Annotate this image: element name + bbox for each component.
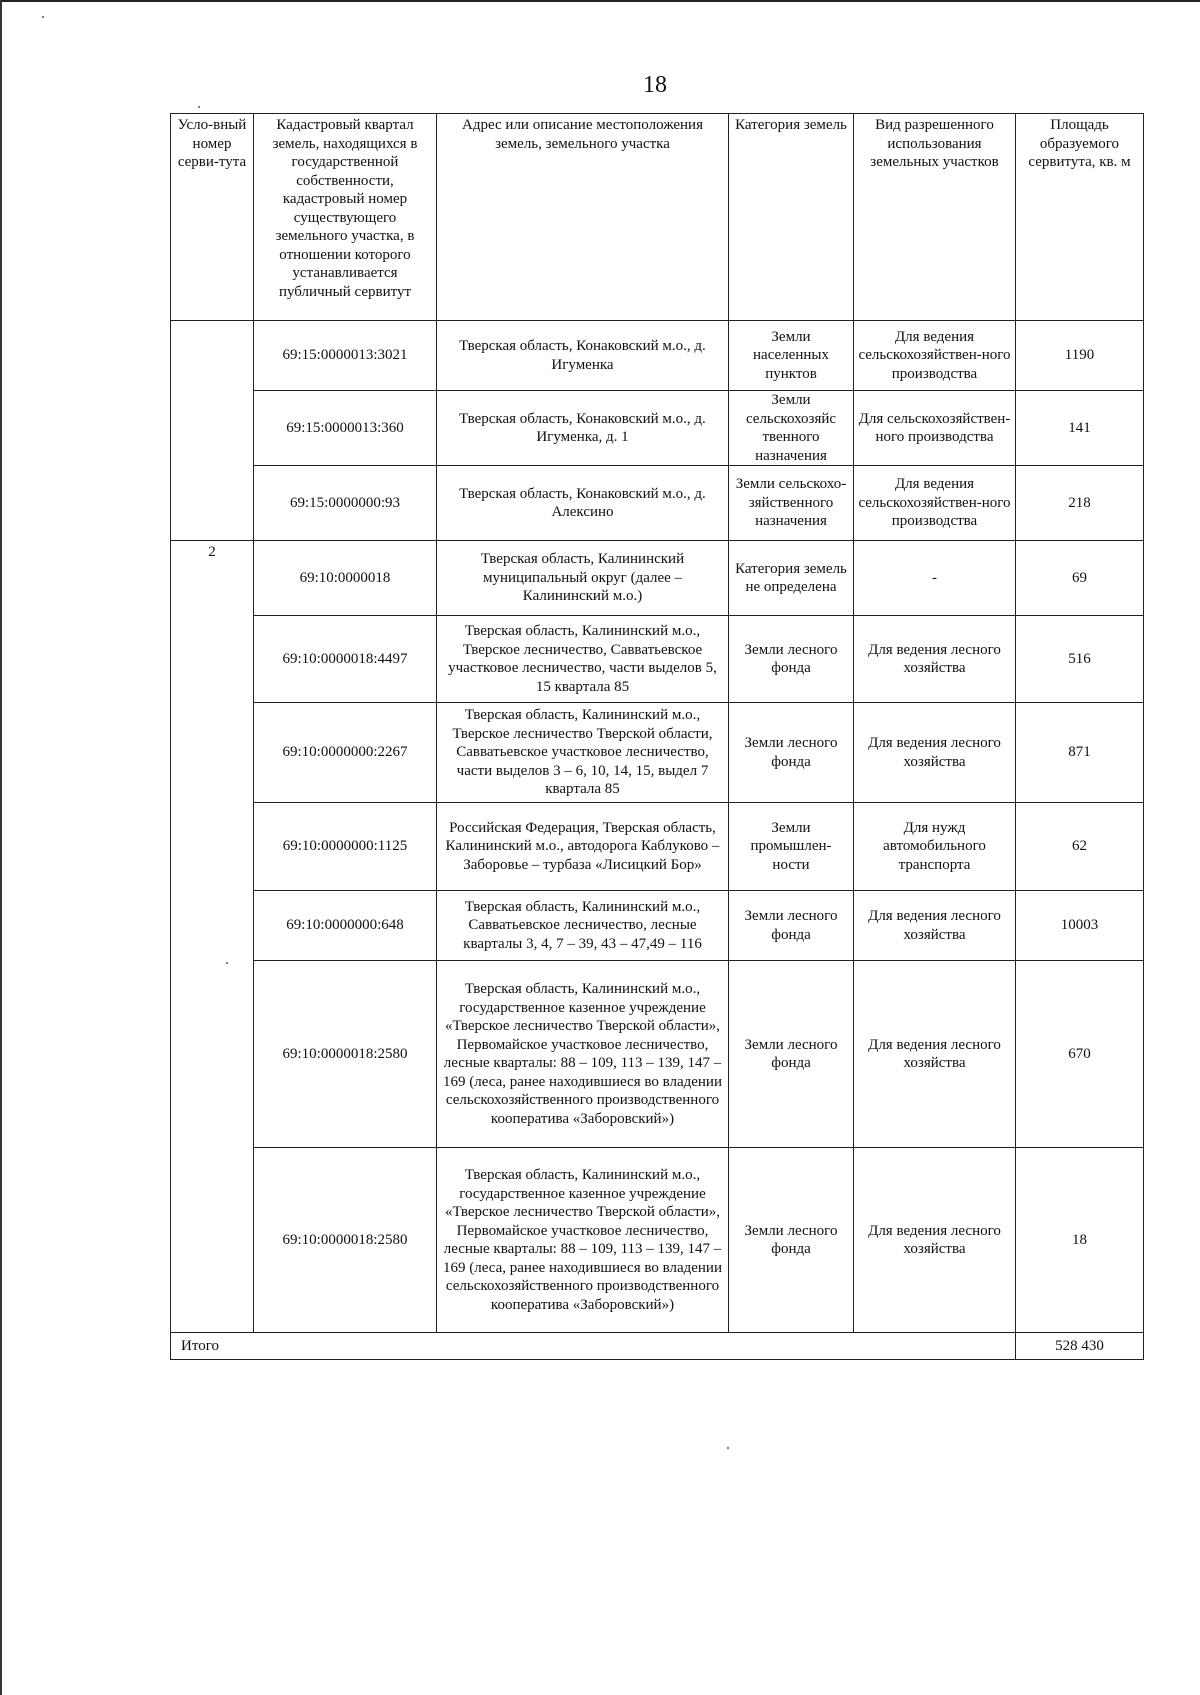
row-category: Земли промышлен-ности xyxy=(729,803,854,891)
scan-edge-left xyxy=(0,0,2,1695)
row-category: Земли сельскохо-зяйственного назначения xyxy=(729,466,854,541)
row-number xyxy=(171,1148,254,1333)
table-row xyxy=(171,616,1144,703)
row-category: Земли лесного фонда xyxy=(729,703,854,803)
table-header-row xyxy=(171,114,1144,321)
row-address: Тверская область, Калининский м.о., Тверское лесничество, Савватьевское участковое лесничество, части выделов 5, 15 квартала 85 xyxy=(437,616,729,703)
row-cadastral: 69:10:0000000:648 xyxy=(254,891,437,961)
row-use: Для ведения лесного хозяйства xyxy=(854,1148,1016,1333)
row-area: 516 xyxy=(1016,616,1144,703)
table-row xyxy=(171,1148,1144,1333)
total-row xyxy=(171,1333,1144,1360)
row-cadastral: 69:10:0000018:2580 xyxy=(254,1148,437,1333)
row-use: - xyxy=(854,541,1016,616)
row-area: 18 xyxy=(1016,1148,1144,1333)
header-address: Адрес или описание местоположения земель, земельного участка xyxy=(437,114,729,321)
scan-speck xyxy=(727,1447,729,1449)
row-area: 670 xyxy=(1016,961,1144,1148)
row-category: Земли лесного фонда xyxy=(729,616,854,703)
header-servitude-number: Усло-вный номер серви-тута xyxy=(171,114,254,321)
row-category: Земли лесного фонда xyxy=(729,891,854,961)
row-area: 10003 xyxy=(1016,891,1144,961)
scan-speck xyxy=(226,962,228,964)
row-address: Российская Федерация, Тверская область, Калининский м.о., автодорога Каблуково – Заборовье – турбаза «Лисицкий Бор» xyxy=(437,803,729,891)
row-area: 69 xyxy=(1016,541,1144,616)
row-address: Тверская область, Калининский м.о., Тверское лесничество Тверской области, Савватьевское участковое лесничество, части выделов 3 – 6, 10, 14, 15, выдел 7 квартала 85 xyxy=(437,703,729,803)
row-category: Земли населенных пунктов xyxy=(729,321,854,391)
row-cadastral: 69:10:0000018 xyxy=(254,541,437,616)
row-number: 2 xyxy=(171,541,254,616)
table-row xyxy=(171,466,1144,541)
row-cadastral: 69:10:0000018:2580 xyxy=(254,961,437,1148)
row-address: Тверская область, Конаковский м.о., д. Алексино xyxy=(437,466,729,541)
row-number xyxy=(171,891,254,961)
table-row xyxy=(171,541,1144,616)
row-category: Категория земель не определена xyxy=(729,541,854,616)
row-number xyxy=(171,803,254,891)
header-permitted-use: Вид разрешенного использования земельных участков xyxy=(854,114,1016,321)
row-use: Для ведения лесного хозяйства xyxy=(854,616,1016,703)
row-cadastral: 69:15:0000000:93 xyxy=(254,466,437,541)
row-number xyxy=(171,391,254,466)
row-area: 141 xyxy=(1016,391,1144,466)
table-row xyxy=(171,961,1144,1148)
row-address: Тверская область, Калининский м.о., государственное казенное учреждение «Тверское лесничество Тверской области», Первомайское участковое лесничество, лесные кварталы: 88 – 109, 113 – 139, 147 – 169 (леса, ранее находившиеся во владении сельскохозяйственного производственного кооператива «Заборовский») xyxy=(437,961,729,1148)
row-use: Для ведения сельскохозяйствен-ного производства xyxy=(854,466,1016,541)
row-area: 871 xyxy=(1016,703,1144,803)
row-area: 62 xyxy=(1016,803,1144,891)
row-address: Тверская область, Калининский м.о., Савватьевское лесничество, лесные кварталы 3, 4, 7 – 39, 43 – 47,49 – 116 xyxy=(437,891,729,961)
scan-speck xyxy=(42,16,44,18)
row-address: Тверская область, Калининский м.о., государственное казенное учреждение «Тверское лесничество Тверской области», Первомайское участковое лесничество, лесные кварталы: 88 – 109, 113 – 139, 147 – 169 (леса, ранее находившиеся во владении сельскохозяйственного производственного кооператива «Заборовский») xyxy=(437,1148,729,1333)
row-number xyxy=(171,703,254,803)
header-category: Категория земель xyxy=(729,114,854,321)
row-use: Для ведения лесного хозяйства xyxy=(854,891,1016,961)
row-address: Тверская область, Калининский муниципальный округ (далее – Калининский м.о.) xyxy=(437,541,729,616)
header-area: Площадь образуемого сервитута, кв. м xyxy=(1016,114,1144,321)
row-cadastral: 69:10:0000000:1125 xyxy=(254,803,437,891)
row-address: Тверская область, Конаковский м.о., д. Игуменка, д. 1 xyxy=(437,391,729,466)
row-cadastral: 69:15:0000013:360 xyxy=(254,391,437,466)
row-number xyxy=(171,321,254,391)
row-area: 218 xyxy=(1016,466,1144,541)
row-use: Для нужд автомобильного транспорта xyxy=(854,803,1016,891)
table-row xyxy=(171,321,1144,391)
page-number: 18 xyxy=(643,72,667,98)
scan-edge-top xyxy=(0,0,1200,2)
header-cadastral: Кадастровый квартал земель, находящихся в государственной собственности, кадастровый номер существующего земельного участка, в отношении которого устанавливается публичный сервитут xyxy=(254,114,437,321)
row-category: Земли лесного фонда xyxy=(729,961,854,1148)
scan-speck xyxy=(198,106,200,108)
total-value: 528 430 xyxy=(1016,1333,1144,1360)
row-number xyxy=(171,466,254,541)
row-number xyxy=(171,961,254,1148)
row-category: Земли лесного фонда xyxy=(729,1148,854,1333)
row-use: Для сельскохозяйствен-ного производства xyxy=(854,391,1016,466)
row-cadastral: 69:10:0000018:4497 xyxy=(254,616,437,703)
row-use: Для ведения лесного хозяйства xyxy=(854,961,1016,1148)
row-number xyxy=(171,616,254,703)
total-label: Итого xyxy=(171,1333,1016,1360)
row-cadastral: 69:10:0000000:2267 xyxy=(254,703,437,803)
table-row xyxy=(171,891,1144,961)
row-address: Тверская область, Конаковский м.о., д. Игуменка xyxy=(437,321,729,391)
row-use: Для ведения лесного хозяйства xyxy=(854,703,1016,803)
row-cadastral: 69:15:0000013:3021 xyxy=(254,321,437,391)
table-row xyxy=(171,391,1144,466)
table-row xyxy=(171,703,1144,803)
servitude-table xyxy=(170,113,1144,1360)
row-category: Земли сельскохозяйс твенного назначения xyxy=(729,391,854,466)
row-area: 1190 xyxy=(1016,321,1144,391)
row-use: Для ведения сельскохозяйствен-ного производства xyxy=(854,321,1016,391)
table-row xyxy=(171,803,1144,891)
